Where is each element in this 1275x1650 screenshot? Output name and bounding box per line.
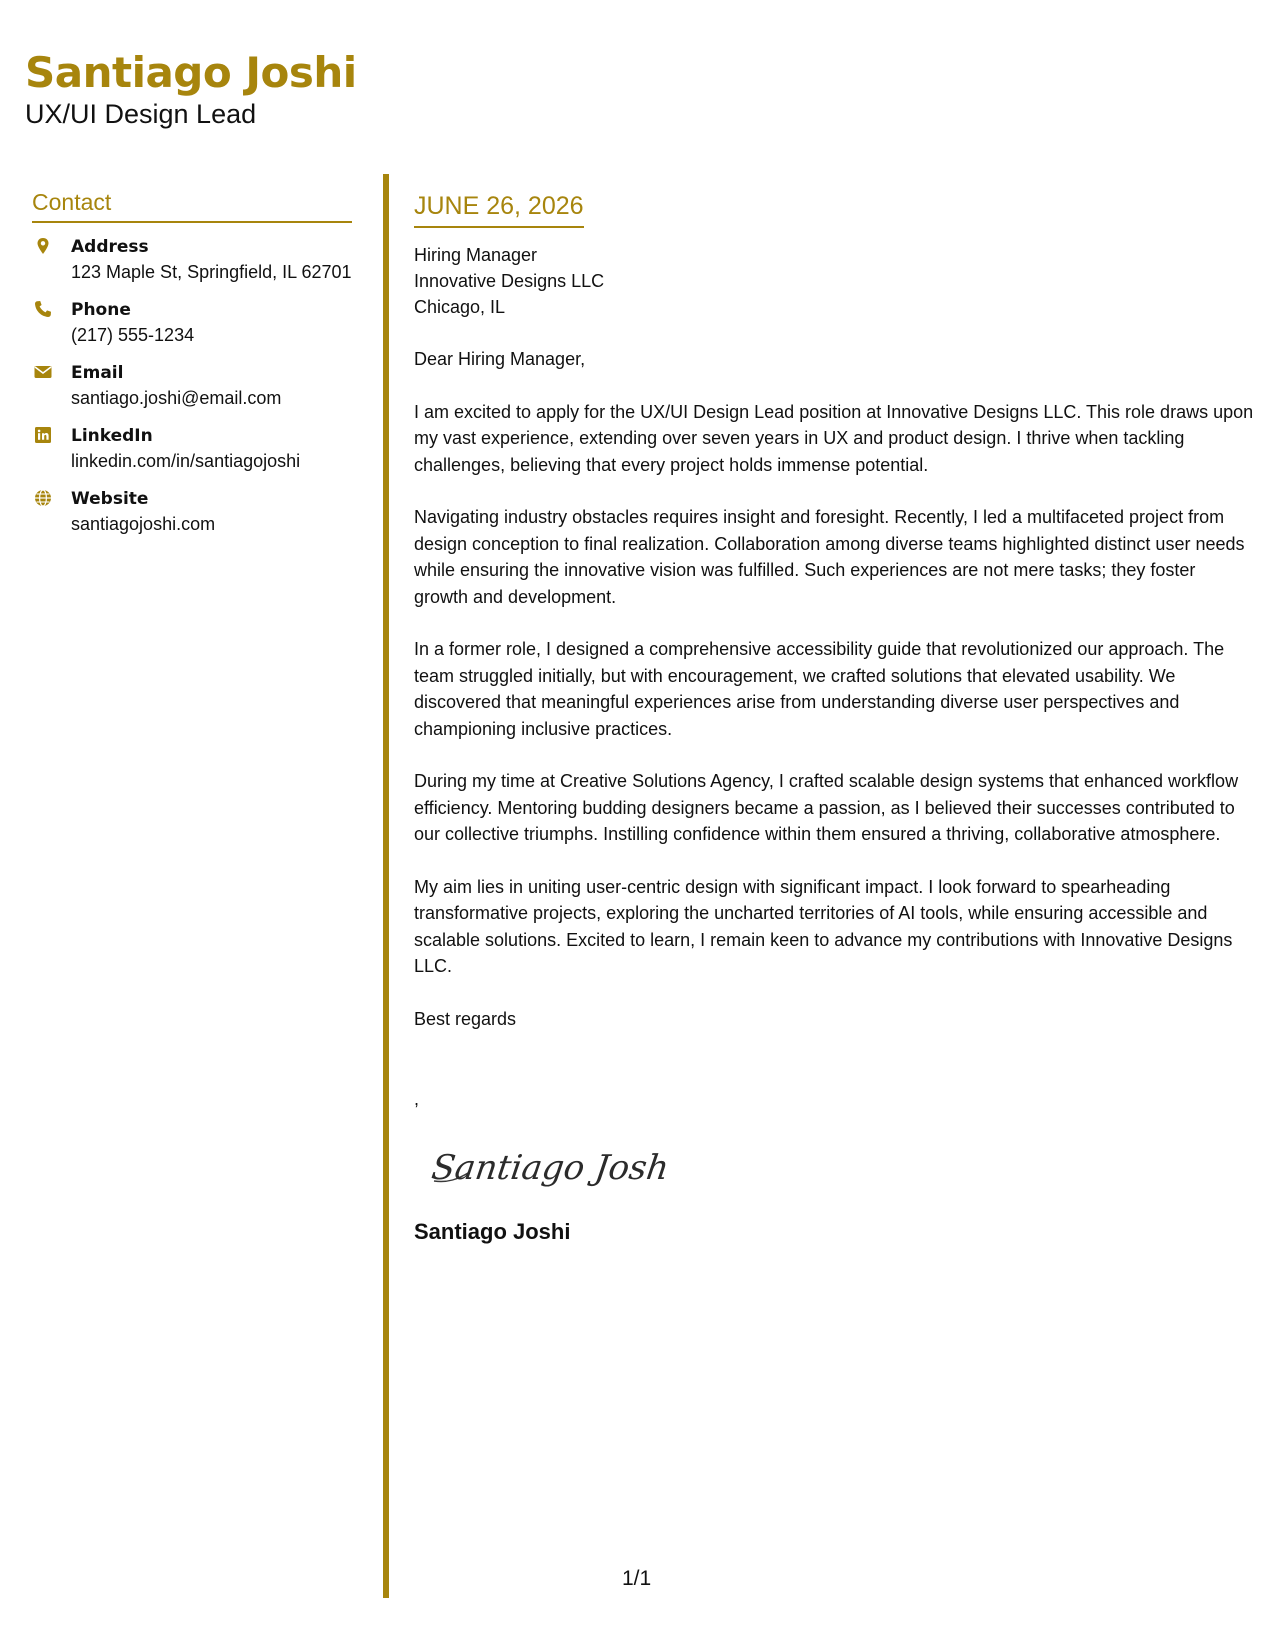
- contact-value: (217) 555-1234: [71, 325, 195, 345]
- handwritten-signature: [428, 1139, 668, 1199]
- cover-letter-body: [414, 190, 1254, 1246]
- contact-value: 123 Maple St, Springfield, IL 62701: [71, 262, 352, 282]
- contact-item-address: [32, 235, 352, 284]
- applicant-job-title: UX/UI Design Lead: [25, 99, 257, 129]
- contact-value: santiagojoshi.com: [71, 514, 216, 534]
- contact-label: Website: [71, 489, 149, 509]
- linkedin-icon: [34, 426, 52, 444]
- contact-list: [32, 235, 352, 536]
- page-number: 1/1: [622, 1567, 652, 1590]
- contact-label: Address: [71, 237, 149, 257]
- contact-item-email: [32, 361, 352, 410]
- contact-item-phone: [32, 298, 352, 347]
- letter-paragraph: During my time at Creative Solutions Agency, I crafted scalable design systems that enhanced workflow efficiency. Mentoring budding designers became a passion, as I believed their successes contributed to our collective triumphs. Instilling confidence within them ensured a thriving, collaborative atmosphere.: [414, 771, 1239, 844]
- recipient-line: Innovative Designs LLC: [414, 271, 605, 291]
- map-pin-icon: [34, 237, 52, 255]
- letter-date: JUNE 26, 2026: [414, 190, 584, 228]
- letter-paragraph: Navigating industry obstacles requires insight and foresight. Recently, I led a multifaceted project from design conception to final realization. Collaboration among diverse teams highlighted distinct user needs while ensuring the innovative vision was fulfilled. Such experiences are not mere tasks; they foster growth and development.: [414, 507, 1245, 607]
- contact-sidebar: [32, 188, 352, 550]
- recipient-block: [414, 242, 1254, 320]
- contact-label: LinkedIn: [71, 426, 153, 446]
- phone-icon: [34, 300, 52, 318]
- vertical-divider: [383, 174, 389, 1598]
- letter-paragraph: My aim lies in uniting user-centric design with significant impact. I look forward to spearheading transformative projects, exploring the uncharted territories of AI tools, while ensuring accessible and scalable solutions. Excited to learn, I remain keen to advance my contributions with Innovative Designs LLC.: [414, 876, 1233, 976]
- globe-icon: [34, 489, 52, 507]
- contact-heading: Contact: [32, 188, 352, 223]
- salutation: Dear Hiring Manager,: [414, 349, 586, 369]
- letter-paragraph: I am excited to apply for the UX/UI Design Lead position at Innovative Designs LLC. This role draws upon my vast experience, extending over seven years in UX and product design. I thrive when tackling challenges, believing that every project holds immense potential.: [414, 401, 1254, 475]
- closing-comma: ,: [414, 1089, 420, 1109]
- contact-value: linkedin.com/in/santiagojoshi: [71, 451, 301, 471]
- applicant-name: Santiago Joshi: [25, 48, 357, 97]
- recipient-line: Chicago, IL: [414, 297, 506, 317]
- letter-paragraph: In a former role, I designed a comprehensive accessibility guide that revolutionized our approach. The team struggled initially, but with encouragement, we crafted solutions that elevated usability. We discovered that meaningful experiences arise from understanding diverse user perspectives and championing inclusive practices.: [414, 639, 1225, 739]
- svg-text:Santiago Joshi: Santiago Joshi: [429, 1147, 668, 1188]
- contact-label: Email: [71, 363, 124, 383]
- closing: Best regards: [414, 1008, 517, 1029]
- envelope-icon: [34, 363, 52, 381]
- contact-label: Phone: [71, 300, 131, 320]
- contact-value: santiago.joshi@email.com: [71, 388, 282, 408]
- signer-name: Santiago Joshi: [414, 1219, 571, 1244]
- resume-header: [25, 48, 357, 130]
- contact-item-linkedin: [32, 424, 352, 473]
- contact-item-website: [32, 487, 352, 536]
- recipient-line: Hiring Manager: [414, 245, 538, 265]
